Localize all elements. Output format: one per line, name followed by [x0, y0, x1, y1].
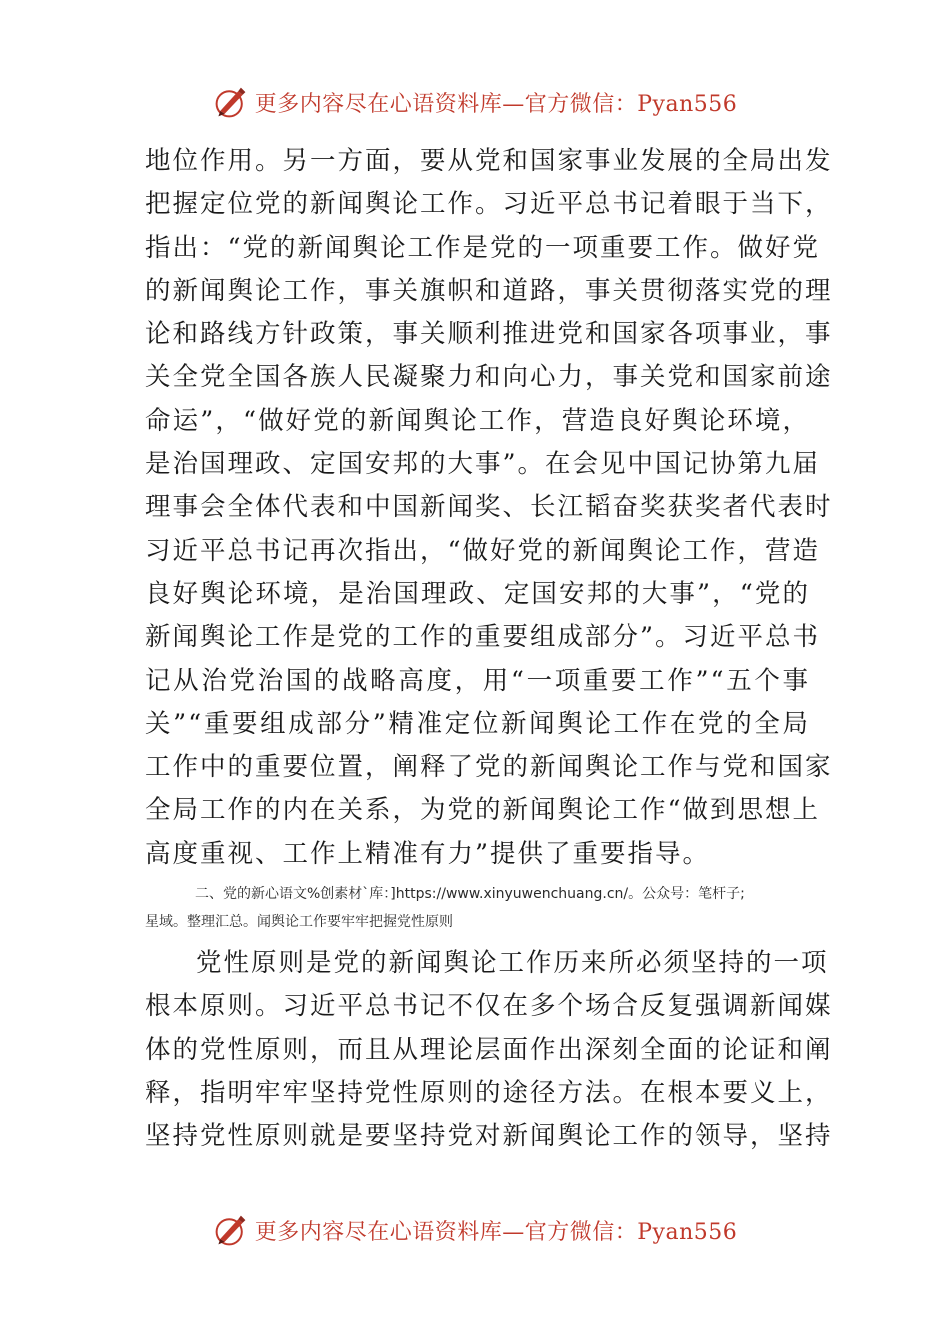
pen-writing-icon: [213, 1212, 249, 1248]
header-banner: [0, 80, 950, 124]
text-line: 命运”，“做好党的新闻舆论工作，营造良好舆论环境，: [145, 405, 810, 436]
text-line: 把握定位党的新闻舆论工作。习近平总书记着眼于当下，: [145, 189, 833, 220]
text-line: 全局工作的内在关系，为党的新闻舆论工作“做到思想上: [145, 795, 821, 826]
text-line: 指出：“党的新闻舆论工作是党的一项重要工作。做好党: [145, 232, 821, 263]
section-heading-line-2: 星域。整理汇总。闻舆论工作要牢牢把握党性原则: [145, 914, 453, 931]
footer-banner-text: 更多内容尽在心语资料库—官方微信：Pyan556: [254, 1219, 738, 1245]
text-line: 地位作用。另一方面，要从党和国家事业发展的全局出发: [145, 146, 833, 176]
paragraph-2: [145, 942, 833, 1158]
text-line: 的新闻舆论工作，事关旗帜和道路，事关贯彻落实党的理: [145, 275, 833, 306]
text-line: 体的党性原则，而且从理论层面作出深刻全面的论证和阐: [145, 1034, 833, 1065]
text-line: 释，指明牢牢坚持党性原则的途径方法。在根本要义上，: [145, 1077, 833, 1108]
text-line: 坚持党性原则就是要坚持党对新闻舆论工作的领导，坚持: [145, 1121, 833, 1152]
text-line: 论和路线方针政策，事关顺利推进党和国家各项事业，事: [145, 319, 833, 350]
footer-banner: [0, 1208, 950, 1252]
text-line: 关全党全国各族人民凝聚力和向心力，事关党和国家前途: [145, 362, 833, 393]
text-line: 关”“重要组成部分”精准定位新闻舆论工作在党的全局: [145, 708, 810, 739]
text-line: 根本原则。习近平总书记不仅在多个场合反复强调新闻媒: [145, 991, 833, 1022]
text-line: 工作中的重要位置，阐释了党的新闻舆论工作与党和国家: [145, 752, 833, 783]
header-banner-text: 更多内容尽在心语资料库—官方微信：Pyan556: [254, 91, 738, 117]
document-body: [145, 140, 833, 1159]
text-line: 习近平总书记再次指出，“做好党的新闻舆论工作，营造: [145, 535, 821, 566]
pen-writing-icon: [213, 84, 249, 120]
text-line: 高度重视、工作上精准有力”提供了重要指导。: [145, 838, 711, 869]
text-line: 新闻舆论工作是党的工作的重要组成部分”。习近平总书: [145, 622, 821, 653]
section-heading-line-1: 二、党的新心语文%创素材`库：]https://www.xinyuwenchuang.cn/。公众号：笔杆子;: [195, 886, 745, 903]
text-line: 是治国理政、定国安邦的大事”。在会见中国记协第九届: [145, 449, 821, 480]
text-line: 理事会全体代表和中国新闻奖、长江韬奋奖获奖者代表时: [145, 492, 833, 523]
text-line: 记从治党治国的战略高度，用“一项重要工作”“五个事: [145, 665, 810, 696]
paragraph-1: [145, 140, 833, 876]
text-line: 良好舆论环境，是治国理政、定国安邦的大事”，“党的: [145, 578, 810, 609]
text-line: 党性原则是党的新闻舆论工作历来所必须坚持的一项: [196, 948, 829, 979]
